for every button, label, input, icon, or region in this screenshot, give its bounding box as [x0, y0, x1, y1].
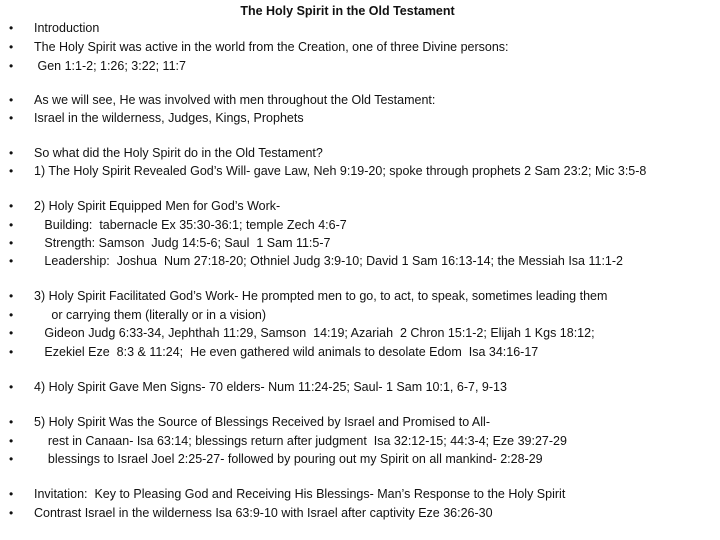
bullet-text: Contrast Israel in the wilderness Isa 63:9-10 with Israel after captivity Eze 36:26-30 [34, 506, 493, 520]
bullet-text: Gen 1:1-2; 1:26; 3:22; 11:7 [34, 59, 186, 73]
bullet-dot: • [9, 218, 14, 232]
slide-title: The Holy Spirit in the Old Testament [240, 4, 455, 18]
bullet-dot: • [9, 164, 14, 178]
bullet-text: Introduction [34, 21, 100, 35]
bullet-text: Invitation: Key to Pleasing God and Receiving His Blessings- Man’s Response to the Holy Spirit [34, 487, 566, 501]
bullet-text: Israel in the wilderness, Judges, Kings, Prophets [34, 111, 304, 125]
bullet-text: So what did the Holy Spirit do in the Old Testament? [34, 146, 323, 160]
bullet-dot: • [9, 21, 14, 35]
bullet-dot: • [9, 345, 14, 359]
bullet-text: 1) The Holy Spirit Revealed God’s Will- gave Law, Neh 9:19-20; spoke through prophets 2 Sam 23:2; Mic 3:5-8 [34, 164, 647, 178]
bullet-dot: • [9, 487, 14, 501]
bullet-text: The Holy Spirit was active in the world from the Creation, one of three Divine persons: [34, 40, 509, 54]
bullet-dot: • [9, 254, 14, 268]
bullet-text: Leadership: Joshua Num 27:18-20; Othniel Judg 3:9-10; David 1 Sam 16:13-14; the Messiah Isa 11:1-2 [34, 254, 624, 268]
bullet-text: Strength: Samson Judg 14:5-6; Saul 1 Sam 11:5-7 [34, 236, 331, 250]
bullet-text: As we will see, He was involved with men throughout the Old Testament: [34, 93, 436, 107]
bullet-text: Gideon Judg 6:33-34, Jephthah 11:29, Samson 14:19; Azariah 2 Chron 15:1-2; Elijah 1 Kgs 18:12; [34, 326, 595, 340]
bullet-dot: • [9, 452, 14, 466]
bullet-dot: • [9, 111, 14, 125]
bullet-text: 5) Holy Spirit Was the Source of Blessings Received by Israel and Promised to All- [34, 415, 490, 429]
bullet-text: Ezekiel Eze 8:3 & 11:24; He even gathered wild animals to desolate Edom Isa 34:16-17 [34, 345, 539, 359]
bullet-dot: • [9, 326, 14, 340]
bullet-dot: • [9, 380, 14, 394]
bullet-dot: • [9, 40, 14, 54]
bullet-dot: • [9, 434, 14, 448]
bullet-text: or carrying them (literally or in a vision) [34, 308, 267, 322]
bullet-text: Building: tabernacle Ex 35:30-36:1; temple Zech 4:6-7 [34, 218, 347, 232]
bullet-dot: • [9, 415, 14, 429]
bullet-text: 3) Holy Spirit Facilitated God’s Work- He prompted men to go, to act, to speak, sometimes leading them [34, 289, 608, 303]
bullet-dot: • [9, 59, 14, 73]
bullet-dot: • [9, 146, 14, 160]
bullet-text: 2) Holy Spirit Equipped Men for God’s Work- [34, 199, 281, 213]
bullet-dot: • [9, 199, 14, 213]
bullet-dot: • [9, 93, 14, 107]
bullet-dot: • [9, 236, 14, 250]
bullet-dot: • [9, 289, 14, 303]
bullet-text: blessings to Israel Joel 2:25-27- followed by pouring out my Spirit on all mankind- 2:28-29 [34, 452, 543, 466]
bullet-text: 4) Holy Spirit Gave Men Signs- 70 elders- Num 11:24-25; Saul- 1 Sam 10:1, 6-7, 9-13 [34, 380, 507, 394]
bullet-text: rest in Canaan- Isa 63:14; blessings return after judgment Isa 32:12-15; 44:3-4; Eze 39:27-29 [34, 434, 567, 448]
bullet-dot: • [9, 308, 14, 322]
bullet-dot: • [9, 506, 14, 520]
